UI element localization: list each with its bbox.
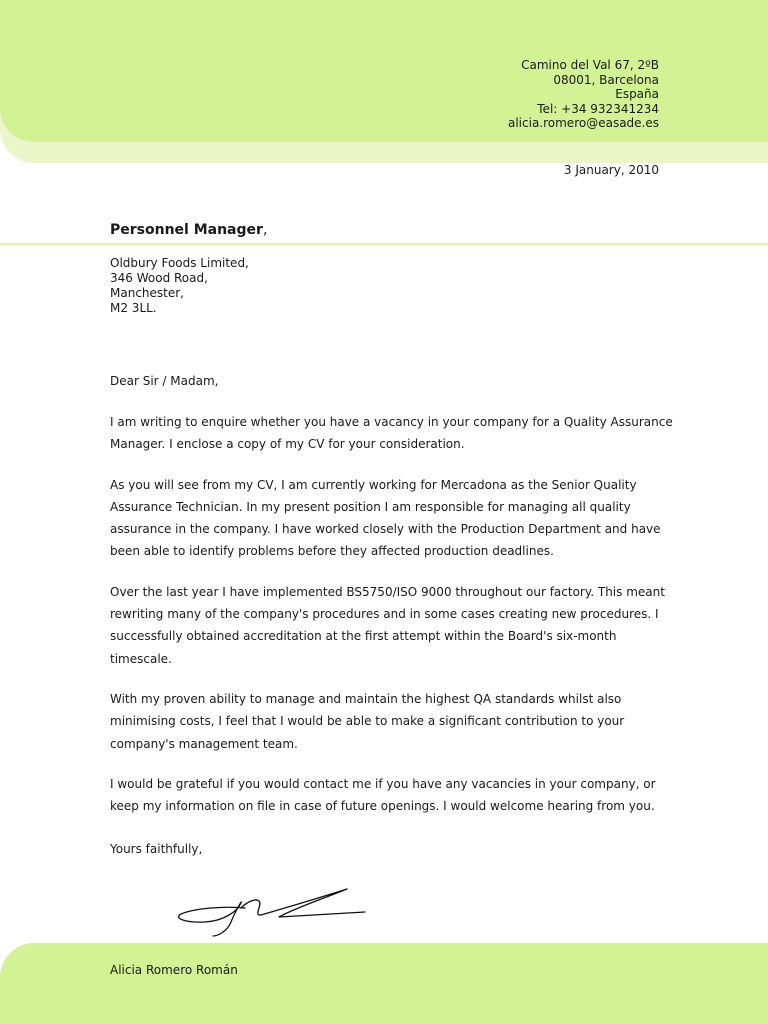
body-line: been able to identify problems before they affected production deadlines. [110, 544, 554, 559]
recipient-company-address [110, 256, 249, 316]
body-line: company's management team. [110, 736, 298, 751]
recipient-title [110, 222, 267, 238]
body-line: With my proven ability to manage and maintain the highest QA standards whilst also [110, 691, 622, 706]
salutation: Dear Sir / Madam, [110, 374, 219, 388]
body-line: Over the last year I have implemented BS5750/ISO 9000 throughout our factory. This meant [110, 584, 665, 599]
body-paragraph [110, 581, 670, 670]
recipient-title-suffix: , [262, 222, 268, 238]
company-line: 346 Wood Road, [110, 271, 208, 285]
footer-band [0, 943, 768, 1024]
handwritten-signature [175, 882, 370, 940]
closing: Yours faithfully, [110, 842, 203, 856]
sender-address [508, 58, 659, 131]
body-line: timescale. [110, 651, 172, 666]
body-paragraph [110, 773, 670, 818]
body-paragraph [110, 474, 670, 563]
body-line: minimising costs, I feel that I would be able to make a significant contribution to your [110, 714, 625, 729]
body-line: As you will see from my CV, I am currently working for Mercadona as the Senior Quality [110, 477, 637, 492]
body-paragraph [110, 688, 670, 755]
body-line: rewriting many of the company's procedures and in some cases creating new procedures. I [110, 607, 659, 622]
body-line: I am writing to enquire whether you have a vacancy in your company for a Quality Assurance [110, 415, 673, 429]
company-line: M2 3LL. [110, 301, 157, 315]
company-line: Oldbury Foods Limited, [110, 256, 249, 270]
letter-body [110, 411, 673, 835]
body-line: I would be grateful if you would contact me if you have any vacancies in your company, or [110, 776, 656, 791]
body-line: keep my information on file in case of future openings. I would welcome hearing from you. [110, 799, 655, 814]
divider [0, 243, 768, 245]
body-line: assurance in the company. I have worked closely with the Production Department and have [110, 522, 661, 537]
address-email: alicia.romero@easade.es [507, 116, 659, 131]
address-line: 08001, Barcelona [553, 72, 659, 87]
address-phone: Tel: +34 932341234 [537, 101, 659, 116]
body-line: Assurance Technician. In my present position I am responsible for managing all quality [110, 499, 631, 514]
signer-name: Alicia Romero Román [110, 963, 238, 977]
company-line: Manchester, [110, 286, 184, 300]
address-line: Camino del Val 67, 2ºB [521, 58, 659, 72]
address-line: España [615, 87, 659, 102]
recipient-title-text: Personnel Manager [110, 222, 263, 238]
body-line: successfully obtained accreditation at the first attempt within the Board's six-month [110, 629, 617, 644]
letter-date: 3 January, 2010 [563, 163, 659, 177]
body-line: Manager. I enclose a copy of my CV for your consideration. [110, 437, 465, 452]
body-paragraph [110, 411, 673, 456]
